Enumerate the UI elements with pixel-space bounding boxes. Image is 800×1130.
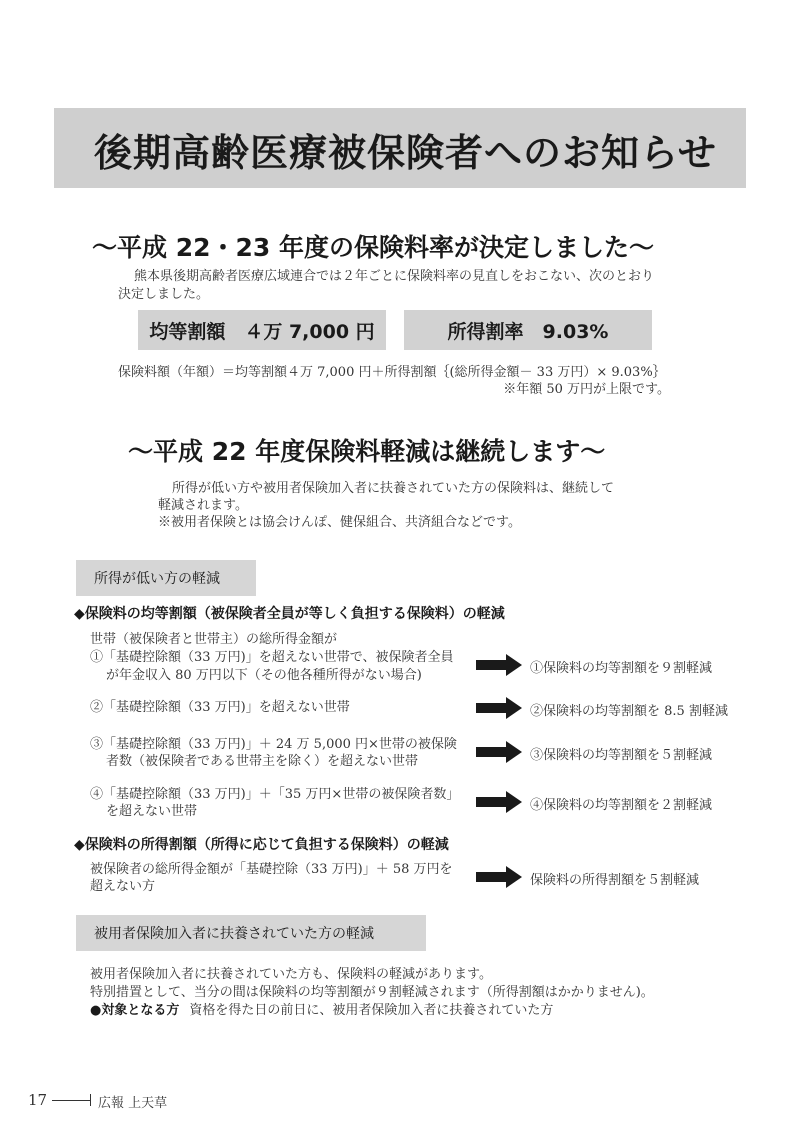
arrow-right-icon <box>476 866 522 888</box>
target-label: ●対象となる方 <box>90 1003 180 1018</box>
footer-tick <box>90 1094 91 1106</box>
dependent-line2: 特別措置として、当分の間は保険料の均等割額が９割軽減されます（所得割額はかかりません)。 <box>90 985 654 1000</box>
income-reduction-line2: 超えない方 <box>90 879 156 894</box>
income-rate-box: 所得割率 9.03% <box>404 310 652 350</box>
section2-intro-line1: 所得が低い方や被用者保険加入者に扶養されていた方の保険料は、継続して <box>172 481 615 496</box>
row3-line2: 者数（被保険者である世帯主を除く）を超えない世帯 <box>106 754 419 769</box>
row4-line1: ④「基礎控除額（33 万円)」＋「35 万円×世帯の被保険者数」 <box>90 787 460 802</box>
row3-result: ③保険料の均等割額を５割軽減 <box>530 748 713 763</box>
section1-heading: ～平成 22・23 年度の保険料率が決定しました～ <box>92 233 654 262</box>
dependent-target <box>90 1002 553 1020</box>
row2-result: ②保険料の均等割額を 8.5 割軽減 <box>530 704 728 719</box>
dependent-line1: 被用者保険加入者に扶養されていた方も、保険料の軽減があります。 <box>90 967 492 982</box>
section1-intro-line2: 決定しました。 <box>118 287 210 302</box>
low-income-label: 所得が低い方の軽減 <box>76 560 256 596</box>
equal-rate-box: 均等割額 ４万 7,000 円 <box>138 310 386 350</box>
equal-reduction-heading: ◆保険料の均等割額（被保険者全員が等しく負担する保険料）の軽減 <box>74 606 505 622</box>
dependent-label: 被用者保険加入者に扶養されていた方の軽減 <box>76 915 426 951</box>
formula-text: 保険料額（年額）＝均等割額４万 7,000 円＋所得割額｛(総所得金額－ 33 万円）× 9.03%｝ <box>118 365 666 380</box>
row3-line1: ③「基礎控除額（33 万円)」＋ 24 万 5,000 円×世帯の被保険 <box>90 737 457 752</box>
publication-name: 広報 上天草 <box>98 1096 168 1111</box>
arrow-right-icon <box>476 697 522 719</box>
arrow-right-icon <box>476 654 522 676</box>
income-reduction-heading: ◆保険料の所得割額（所得に応じて負担する保険料）の軽減 <box>74 837 449 853</box>
equal-reduction-intro: 世帯（被保険者と世帯主）の総所得金額が <box>90 632 338 647</box>
page-number: 17 <box>28 1091 48 1109</box>
footer-rule <box>52 1100 90 1101</box>
section1-intro-line1: 熊本県後期高齢者医療広域連合では２年ごとに保険料率の見直しをおこない、次のとおり <box>134 269 655 284</box>
section2-heading: ～平成 22 年度保険料軽減は継続します～ <box>128 437 606 466</box>
row1-line2: が年金収入 80 万円以下（その他各種所得がない場合) <box>106 668 422 683</box>
row1-line1: ①「基礎控除額（33 万円)」を超えない世帯で、被保険者全員 <box>90 650 454 665</box>
row1-result: ①保険料の均等割額を９割軽減 <box>530 661 713 676</box>
page-title: 後期高齢医療被保険者へのお知らせ <box>94 131 717 175</box>
row4-result: ④保険料の均等割額を２割軽減 <box>530 798 713 813</box>
row2-line1: ②「基礎控除額（33 万円)」を超えない世帯 <box>90 700 350 715</box>
section2-intro-note: ※被用者保険とは協会けんぽ、健保組合、共済組合などです。 <box>158 515 521 530</box>
row4-line2: を超えない世帯 <box>106 804 198 819</box>
cap-note: ※年額 50 万円が上限です。 <box>503 382 670 397</box>
title-banner <box>54 108 746 188</box>
arrow-right-icon <box>476 741 522 763</box>
target-text: 資格を得た日の前日に、被用者保険加入者に扶養されていた方 <box>189 1003 554 1018</box>
income-reduction-result: 保険料の所得割額を５割軽減 <box>530 873 700 888</box>
income-reduction-line1: 被保険者の総所得金額が「基礎控除（33 万円)」＋ 58 万円を <box>90 862 453 877</box>
section2-intro-line2: 軽減されます。 <box>158 498 248 513</box>
arrow-right-icon <box>476 791 522 813</box>
